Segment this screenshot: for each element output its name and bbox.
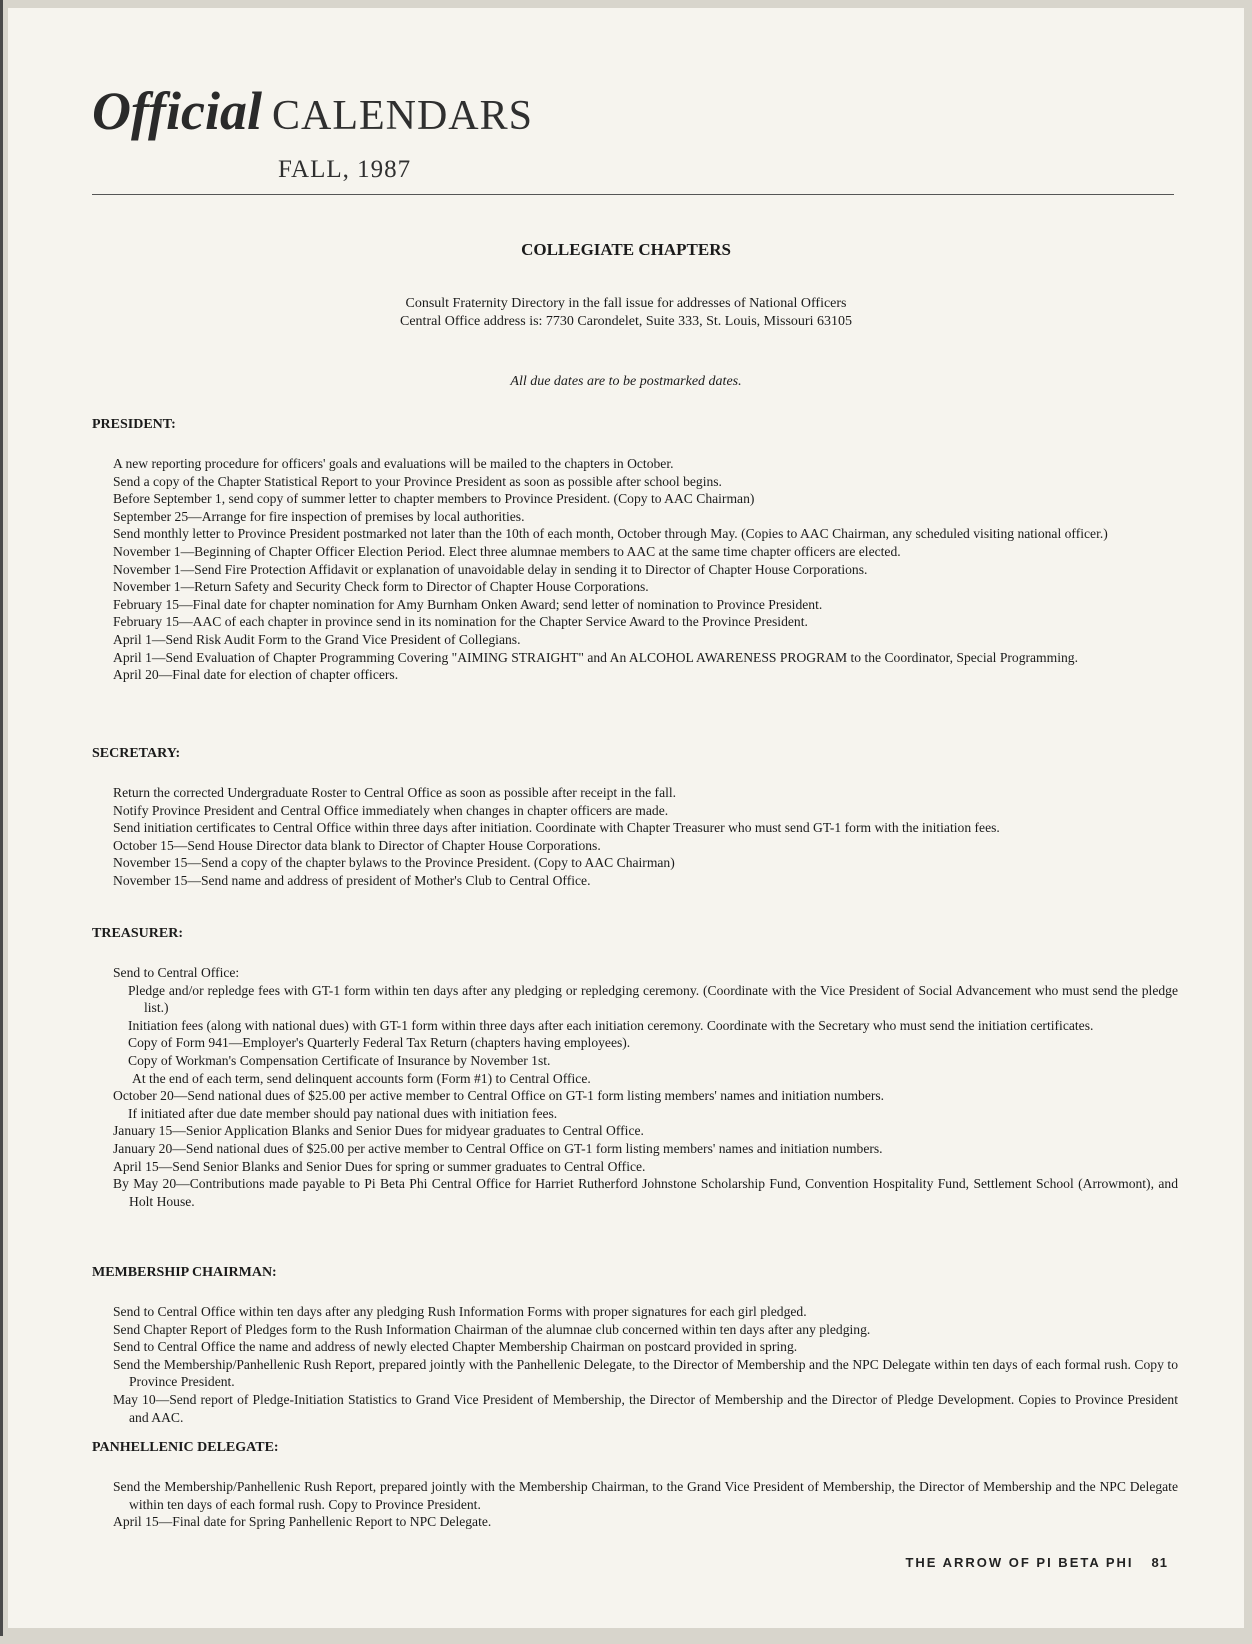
section-secretary (92, 746, 1178, 890)
list-item: April 15—Final date for Spring Panhellenic Report to NPC Delegate. (113, 1514, 492, 1530)
page-title: COLLEGIATE CHAPTERS (521, 240, 731, 259)
section-membership-chairman (92, 1265, 1178, 1426)
item-list (92, 1478, 1178, 1531)
section-heading: MEMBERSHIP CHAIRMAN: (92, 1265, 277, 1280)
item-list (92, 1303, 1178, 1426)
masthead-term: FALL, 1987 (278, 156, 412, 183)
publication-name: THE ARROW OF PI BETA PHI (905, 1555, 1134, 1570)
list-subitem: Pledge and/or repledge fees with GT-1 form within ten days after any pledging or repledging ceremony. (Coordinate with the Vice President of Social Advancement who must send the pledge list.) (128, 982, 1178, 1016)
list-item: January 15—Senior Application Blanks and Senior Dues for midyear graduates to Central Office. (113, 1123, 644, 1139)
list-item: Send to Central Office: (113, 965, 240, 980)
list-item: Notify Province President and Central Office immediately when changes in chapter officers are made. (113, 802, 669, 818)
list-item: January 20—Send national dues of $25.00 per active member to Central Office on GT-1 form listing members' names and initiation numbers. (113, 1140, 883, 1156)
section-heading: PANHELLENIC DELEGATE: (92, 1440, 279, 1455)
list-subitem: At the end of each term, send delinquent accounts form (Form #1) to Central Office. (132, 1070, 591, 1086)
section-president (92, 417, 1178, 684)
item-list (92, 784, 1178, 890)
list-item: April 1—Send Risk Audit Form to the Grand Vice President of Collegians. (113, 631, 521, 647)
item-list (92, 455, 1178, 684)
page-number: 81 (1151, 1555, 1168, 1570)
list-item: Send the Membership/Panhellenic Rush Report, prepared jointly with the Membership Chairman, to the Grand Vice President of Membership, the Director of Membership and the NPC Delegate within ten days of each formal rush. Copy to Province President. (113, 1479, 1178, 1512)
masthead (92, 80, 533, 142)
list-item: November 15—Send name and address of president of Mother's Club to Central Office. (113, 872, 591, 888)
list-item: Return the corrected Undergraduate Roster to Central Office as soon as possible after receipt in the fall. (113, 785, 677, 800)
list-item: October 20—Send national dues of $25.00 per active member to Central Office on GT-1 form listing members' names and initiation numbers. (113, 1088, 885, 1104)
consult-line: Central Office address is: 7730 Carondelet, Suite 333, St. Louis, Missouri 63105 (400, 314, 852, 329)
list-item: October 15—Send House Director data blank to Director of Chapter House Corporations. (113, 837, 601, 853)
list-item: A new reporting procedure for officers' goals and evaluations will be mailed to the chapters in October. (113, 456, 674, 471)
page-footer (905, 1555, 1168, 1570)
consult-note (8, 295, 1244, 331)
list-item: February 15—AAC of each chapter in province send in its nomination for the Chapter Service Award to the Province President. (113, 614, 808, 630)
list-subitem: Copy of Form 941—Employer's Quarterly Federal Tax Return (chapters having employees). (128, 1035, 631, 1051)
list-item: Send a copy of the Chapter Statistical Report to your Province President as soon as possible after school begins. (113, 473, 722, 489)
masthead-calendars: CALENDARS (271, 93, 533, 139)
document-page (8, 8, 1244, 1628)
list-item: May 10—Send report of Pledge-Initiation Statistics to Grand Vice President of Membership, the Director of Membership and the Director of Pledge Development. Copies to Province President and AAC. (113, 1391, 1178, 1425)
list-item: April 1—Send Evaluation of Chapter Programming Covering "AIMING STRAIGHT" and An ALCOHOL AWARENESS PROGRAM to the Coordinator, Special Programming. (113, 649, 1078, 665)
list-item: November 1—Return Safety and Security Check form to Director of Chapter House Corporations. (113, 579, 649, 595)
section-heading: SECRETARY: (92, 746, 181, 761)
list-item: Send to Central Office the name and address of newly elected Chapter Membership Chairman on postcard provided in spring. (113, 1339, 798, 1355)
list-subitem: Copy of Workman's Compensation Certificate of Insurance by November 1st. (128, 1052, 551, 1068)
list-item: Send the Membership/Panhellenic Rush Report, prepared jointly with the Panhellenic Delegate, to the Director of Membership and the NPC Delegate within ten days of each formal rush. Copy to Province President. (113, 1356, 1178, 1390)
list-item: September 25—Arrange for fire inspection of premises by local authorities. (113, 508, 525, 524)
consult-line: Consult Fraternity Directory in the fall issue for addresses of National Officers (405, 296, 847, 311)
list-item: Send initiation certificates to Central Office within three days after initiation. Coordinate with Chapter Treasurer who must send GT-1 form with the initiation fees. (113, 820, 1000, 836)
section-heading: PRESIDENT: (92, 417, 176, 432)
postmark-note: All due dates are to be postmarked dates. (510, 374, 742, 389)
masthead-official: Official (92, 81, 262, 141)
section-treasurer (92, 926, 1178, 1210)
list-item: Before September 1, send copy of summer letter to chapter members to Province President. (Copy to AAC Chairman) (113, 491, 755, 507)
item-list (92, 964, 1178, 1210)
list-item: November 15—Send a copy of the chapter bylaws to the Province President. (Copy to AAC Chairman) (113, 855, 675, 871)
list-subitem: Initiation fees (along with national dues) with GT-1 form within three days after each initiation ceremony. Coordinate with the Secretary who must send the initiation certificates. (128, 1017, 1094, 1033)
list-item: November 1—Send Fire Protection Affidavit or explanation of unavoidable delay in sending it to Director of Chapter House Corporations. (113, 561, 868, 577)
list-item: By May 20—Contributions made payable to Pi Beta Phi Central Office for Harriet Rutherford Johnstone Scholarship Fund, Convention Hospitality Fund, Settlement School (Arrowmont), and Holt House. (113, 1176, 1178, 1209)
list-item: April 20—Final date for election of chapter officers. (113, 667, 399, 683)
list-item: Send to Central Office within ten days after any pledging Rush Information Forms with proper signatures for each girl pledged. (113, 1304, 807, 1319)
list-item: Send monthly letter to Province President postmarked not later than the 10th of each month, October through May. (Copies to AAC Chairman, any scheduled visiting national officer.) (113, 526, 1108, 542)
section-panhellenic-delegate (92, 1440, 1178, 1531)
section-heading: TREASURER: (92, 926, 184, 941)
list-item: November 1—Beginning of Chapter Officer Election Period. Elect three alumnae members to AAC at the same time chapter officers are elected. (113, 543, 901, 559)
list-subitem: If initiated after due date member should pay national dues with initiation fees. (128, 1105, 558, 1121)
header-rule (92, 194, 1174, 195)
list-item: April 15—Send Senior Blanks and Senior Dues for spring or summer graduates to Central Office. (113, 1158, 646, 1174)
scan-edge (0, 0, 3, 1636)
list-item: February 15—Final date for chapter nomination for Amy Burnham Onken Award; send letter of nomination to Province President. (113, 596, 823, 612)
list-item: Send Chapter Report of Pledges form to the Rush Information Chairman of the alumnae club concerned within ten days after any pledging. (113, 1321, 871, 1337)
